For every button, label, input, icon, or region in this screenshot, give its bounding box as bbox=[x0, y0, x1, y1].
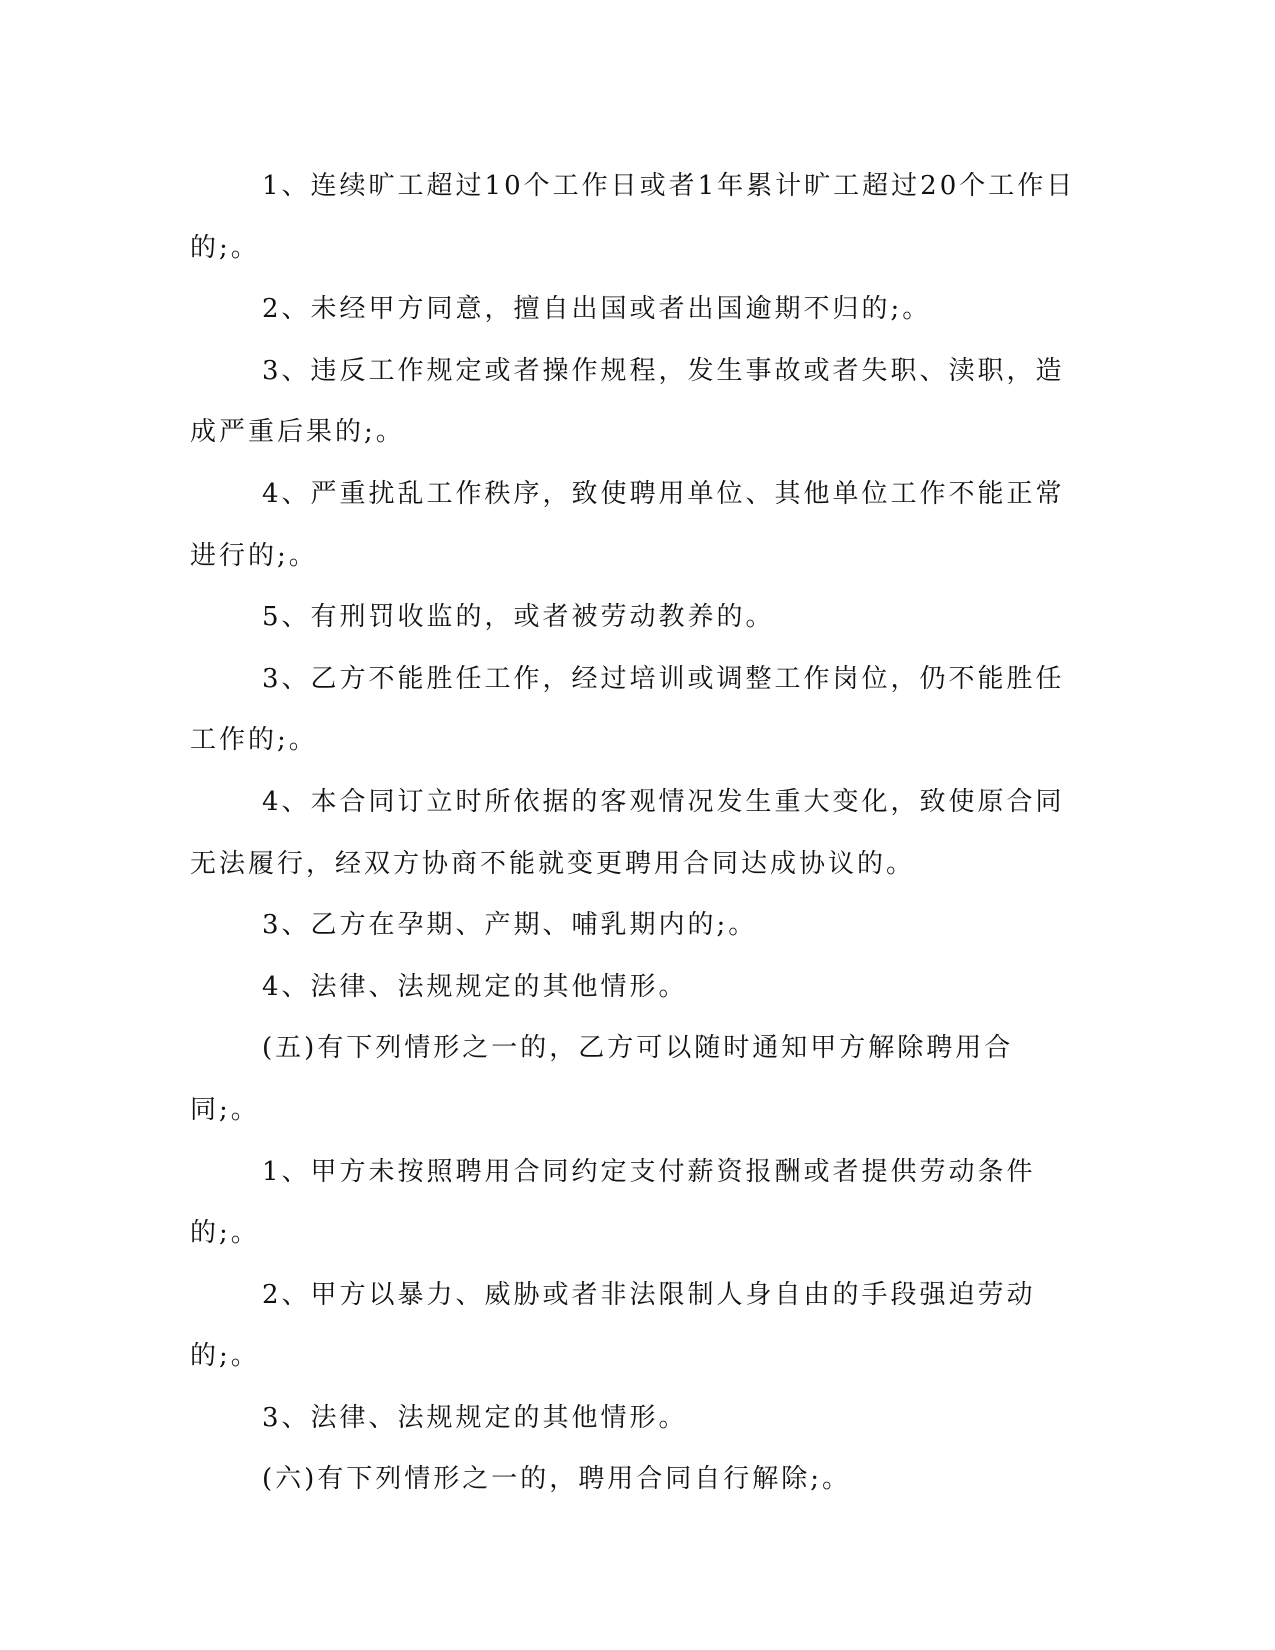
paragraph-7: 4、本合同订立时所依据的客观情况发生重大变化，致使原合同无法履行，经双方协商不能就变更聘用合同达成协议的。 bbox=[190, 786, 1065, 879]
paragraph-14: (六)有下列情形之一的，聘用合同自行解除;。 bbox=[262, 1464, 852, 1495]
paragraph-5: 5、有刑罚收监的，或者被劳动教养的。 bbox=[262, 602, 775, 633]
paragraph-11: 1、甲方未按照聘用合同约定支付薪资报酬或者提供劳动条件的;。 bbox=[190, 1156, 1036, 1249]
paragraph-2: 2、未经甲方同意，擅自出国或者出国逾期不归的;。 bbox=[262, 294, 932, 325]
paragraph-4: 4、严重扰乱工作秩序，致使聘用单位、其他单位工作不能正常进行的;。 bbox=[190, 478, 1065, 571]
document-body bbox=[190, 156, 1080, 1511]
paragraph-6: 3、乙方不能胜任工作，经过培训或调整工作岗位，仍不能胜任工作的;。 bbox=[190, 663, 1065, 756]
paragraph-13: 3、法律、法规规定的其他情形。 bbox=[262, 1402, 688, 1433]
paragraph-12: 2、甲方以暴力、威胁或者非法限制人身自由的手段强迫劳动的;。 bbox=[190, 1279, 1036, 1372]
paragraph-1: 1、连续旷工超过10个工作日或者1年累计旷工超过20个工作日的;。 bbox=[190, 171, 1076, 263]
paragraph-8: 3、乙方在孕期、产期、哺乳期内的;。 bbox=[262, 910, 758, 941]
paragraph-10: (五)有下列情形之一的，乙方可以随时通知甲方解除聘用合同;。 bbox=[190, 1033, 1014, 1125]
paragraph-3: 3、违反工作规定或者操作规程，发生事故或者失职、渎职，造成严重后果的;。 bbox=[190, 355, 1065, 448]
paragraph-9: 4、法律、法规规定的其他情形。 bbox=[262, 971, 688, 1002]
